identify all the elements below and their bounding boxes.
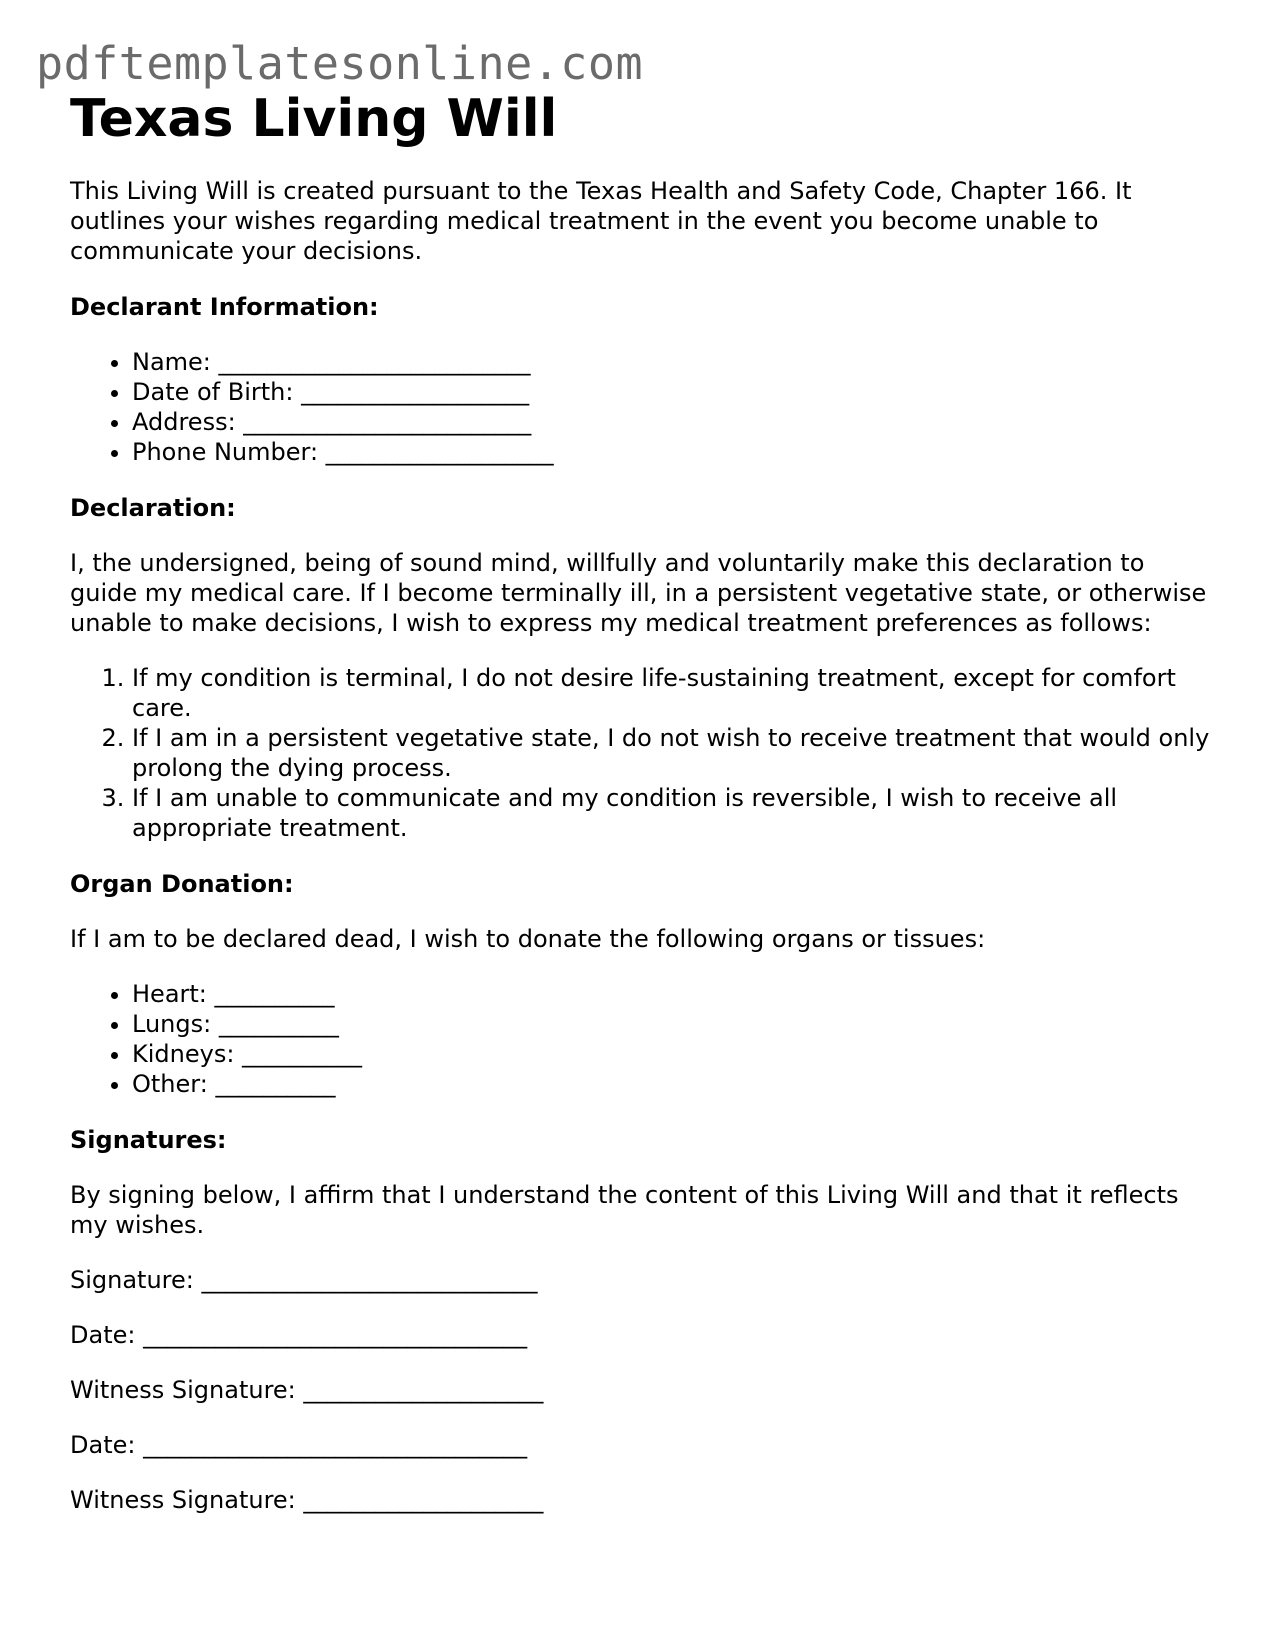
intro-paragraph: This Living Will is created pursuant to the Texas Health and Safety Code, Chapter 166. It outlines your wishes regarding medical treatment in the event you become unable to communicate your decisions. <box>70 177 1132 265</box>
declaration-item: 2. If I am in a persistent vegetative state, I do not wish to receive treatment that would only prolong the dying process. <box>132 723 1210 783</box>
declarant-list <box>70 347 1210 467</box>
signature-field[interactable]: Signature: ____________________________ <box>70 1266 538 1294</box>
organ-lungs-field[interactable]: • Lungs: __________ <box>132 1009 1210 1039</box>
declaration-item: 3. If I am unable to communicate and my condition is reversible, I wish to receive all appropriate treatment. <box>132 783 1210 843</box>
signatures-paragraph: By signing below, I affirm that I understand the content of this Living Will and that it reflects my wishes. <box>70 1181 1179 1239</box>
declaration-list <box>70 663 1210 843</box>
declaration-paragraph: I, the undersigned, being of sound mind, willfully and voluntarily make this declaration to guide my medical care. If I become terminally ill, in a persistent vegetative state, or otherwise unable to make decisions, I wish to express my medical treatment preferences as follows: <box>70 549 1207 637</box>
witness-signature-field[interactable]: Witness Signature: ____________________ <box>70 1376 544 1404</box>
document-page <box>70 86 1210 1515</box>
organ-other-field[interactable]: • Other: __________ <box>132 1069 1210 1099</box>
organ-kidneys-field[interactable]: • Kidneys: __________ <box>132 1039 1210 1069</box>
organ-donation-paragraph: If I am to be declared dead, I wish to donate the following organs or tissues: <box>70 925 986 953</box>
watermark: pdftemplatesonline.com <box>36 37 644 90</box>
declaration-item: 1. If my condition is terminal, I do not desire life-sustaining treatment, except for comfort care. <box>132 663 1210 723</box>
declarant-address-field[interactable]: • Address: ________________________ <box>132 407 1210 437</box>
document-title: Texas Living Will <box>70 89 558 149</box>
declarant-name-field[interactable]: • Name: __________________________ <box>132 347 1210 377</box>
declarant-heading: Declarant Information: <box>70 293 379 321</box>
organ-donation-heading: Organ Donation: <box>70 870 294 898</box>
declarant-phone-field[interactable]: • Phone Number: ___________________ <box>132 437 1210 467</box>
organ-list <box>70 979 1210 1099</box>
declarant-dob-field[interactable]: • Date of Birth: ___________________ <box>132 377 1210 407</box>
signature-date-field[interactable]: Date: ________________________________ <box>70 1321 528 1349</box>
witness-signature-field[interactable]: Witness Signature: ____________________ <box>70 1486 544 1514</box>
declaration-heading: Declaration: <box>70 494 236 522</box>
signatures-heading: Signatures: <box>70 1126 227 1154</box>
organ-heart-field[interactable]: • Heart: __________ <box>132 979 1210 1009</box>
witness-date-field[interactable]: Date: ________________________________ <box>70 1431 528 1459</box>
